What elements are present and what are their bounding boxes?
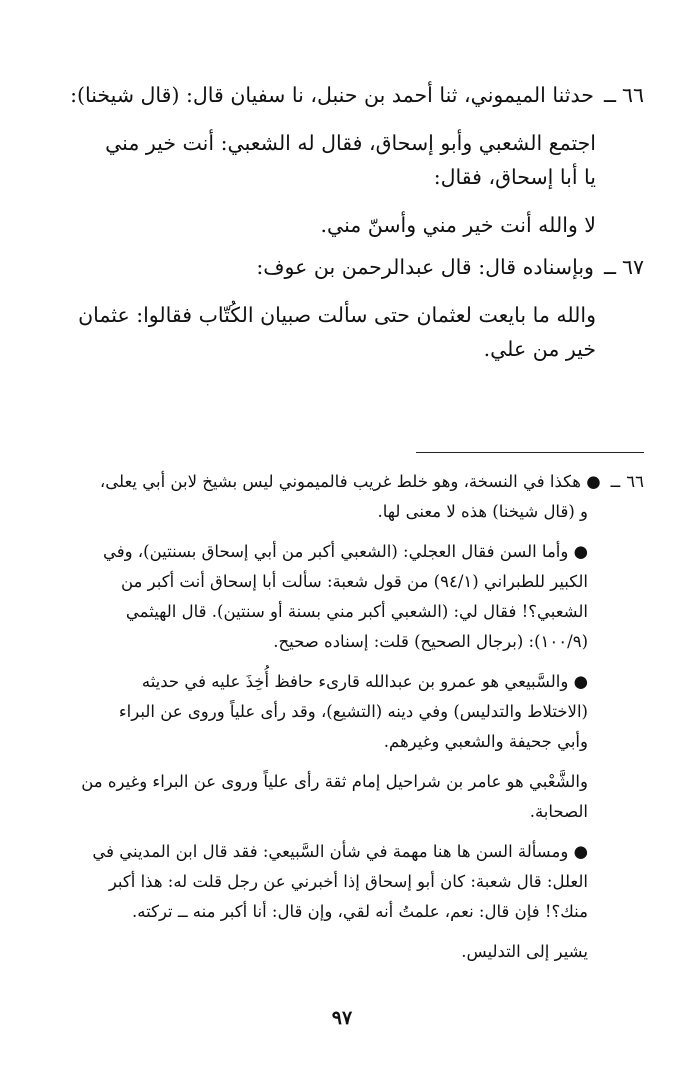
entry-number: ٦٦ — [621, 83, 644, 107]
footnote-text: والسَّبيعي هو عمرو بن عبدالله قارىء حافظ أُخِذَ عليه في حديثه — [141, 672, 569, 691]
footnote-line: منك؟! فإن قال: نعم، علمتُ أنه لقي، وإن قال: أنا أكبر منه ــ تركته. — [132, 902, 588, 921]
entry-line: لا والله أنت خير مني وأسنّ مني. — [320, 213, 596, 237]
entry-line: يا أبا إسحاق، فقال: — [433, 165, 596, 189]
entry-text: وبإسناده قال: قال عبدالرحمن بن عوف: — [256, 255, 594, 279]
bullet-icon: ● — [573, 842, 588, 861]
footnote-line: العلل: قال شعبة: كان أبو إسحاق إذا أخبرني عن رجل قلت له: هذا أكبر — [108, 872, 588, 891]
entry-line: اجتمع الشعبي وأبو إسحاق، فقال له الشعبي: أنت خير مني — [105, 131, 596, 155]
footnote-line: الكبير للطبراني (٩٤/١) من قول شعبة: سألت أبا إسحاق أنت أكبر من — [121, 572, 588, 591]
footnote-divider — [416, 452, 644, 453]
bullet-icon: ● — [573, 672, 588, 691]
footnote-line — [92, 837, 644, 867]
footnote-line: و (قال شيخنا) هذه لا معنى لها. — [377, 502, 588, 521]
entry-dash: ــ — [603, 255, 616, 279]
footnote-line: وأبي جحيفة والشعبي وغيرهم. — [383, 732, 588, 751]
footnote-line: والشَّعْبي هو عامر بن شراحيل إمام ثقة رأى علياً وروى عن البراء وغيره من — [81, 772, 588, 791]
footnote-line: يشير إلى التدليس. — [461, 942, 588, 961]
entry-number: ٦٧ — [621, 255, 644, 279]
footnote-dash: ــ — [610, 472, 621, 491]
main-text — [70, 78, 644, 366]
footnote-line — [92, 537, 644, 567]
entry-dash: ــ — [603, 83, 616, 107]
footnote-text: هكذا في النسخة، وهو خلط غريب فالميموني ليس بشيخ لابن أبي يعلى، — [99, 472, 581, 491]
footnote-number: ٦٦ — [626, 472, 644, 491]
page-number: ٩٧ — [331, 1007, 353, 1029]
entry-67-heading — [92, 250, 644, 284]
bullet-icon: ● — [573, 542, 588, 561]
footnote-line: الصحابة. — [529, 802, 588, 821]
footnotes — [81, 467, 644, 967]
bullet-icon: ● — [586, 472, 601, 491]
entry-line: خير من علي. — [483, 337, 596, 361]
footnote-line — [92, 467, 644, 497]
footnote-text: ومسألة السن ها هنا مهمة في شأن السَّبيعي: فقد قال ابن المديني في — [92, 842, 569, 861]
footnote-text: وأما السن فقال العجلي: (الشعبي أكبر من أبي إسحاق بسنتين)، وفي — [102, 542, 569, 561]
entry-66-heading — [70, 78, 644, 112]
footnote-line: (١٠٠/٩): (برجال الصحيح) قلت: إسناده صحيح. — [273, 632, 588, 651]
footnote-line — [92, 667, 644, 697]
footnote-line: (الاختلاط والتدليس) وفي دينه (التشيع)، وقد رأى علياً وروى عن البراء — [118, 702, 588, 721]
entry-text: حدثنا الميموني، ثنا أحمد بن حنبل، نا سفيان قال: (قال شيخنا): — [70, 83, 594, 107]
footnote-line: الشعبي؟! فقال لي: (الشعبي أكبر مني بسنة أو سنتين). قال الهيثمي — [125, 602, 588, 621]
entry-line: والله ما بايعت لعثمان حتى سألت صبيان الكُتّاب فقالوا: عثمان — [78, 303, 596, 327]
